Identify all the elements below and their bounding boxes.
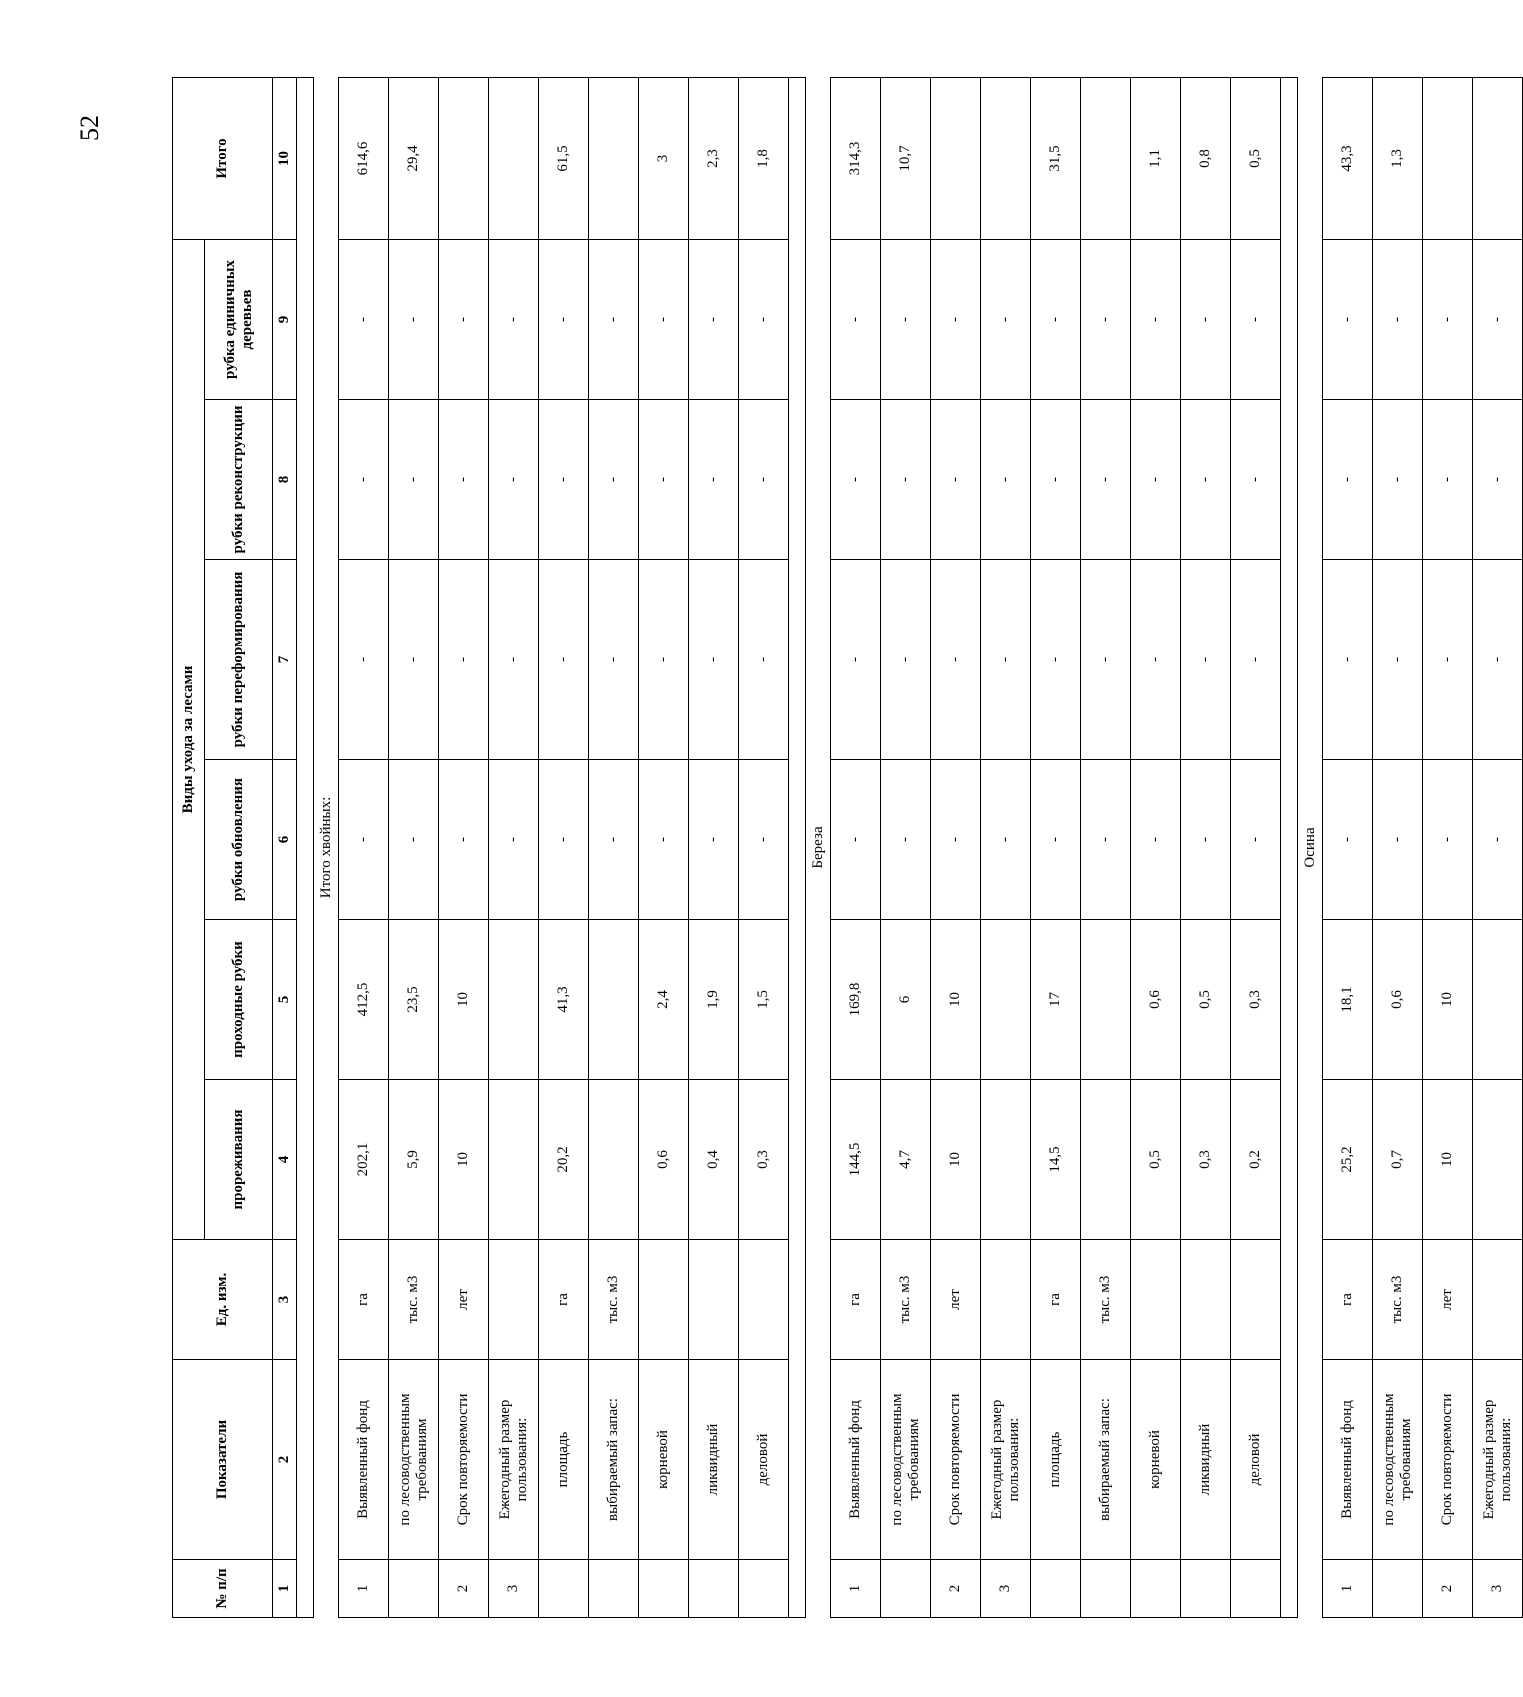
row-value: - — [1423, 239, 1473, 399]
row-value: - — [981, 239, 1031, 399]
row-total — [489, 77, 539, 239]
row-value: - — [1473, 560, 1523, 760]
row-value: - — [589, 400, 639, 560]
row-label: Срок повторяемости — [1423, 1360, 1473, 1560]
row-unit — [1231, 1240, 1281, 1360]
spacer-row — [297, 77, 314, 1617]
row-label: Срок повторяемости — [931, 1360, 981, 1560]
row-value: 10 — [439, 920, 489, 1080]
row-number — [1031, 1560, 1081, 1618]
page-number: 52 — [75, 115, 104, 141]
section-title: Береза — [806, 77, 831, 1617]
row-value: - — [1181, 760, 1231, 920]
row-value — [589, 1080, 639, 1240]
row-value: 25,2 — [1323, 1080, 1373, 1240]
table-row — [439, 77, 489, 1617]
section-title-row — [1298, 77, 1323, 1617]
row-value: 18,1 — [1323, 920, 1373, 1080]
row-value: - — [1181, 400, 1231, 560]
row-value: - — [489, 239, 539, 399]
table-row — [981, 77, 1031, 1617]
row-number — [1231, 1560, 1281, 1618]
spacer-cell — [297, 77, 314, 1617]
row-label: по лесоводственным требованиям — [881, 1360, 931, 1560]
row-value — [1081, 920, 1131, 1080]
row-label: по лесоводственным требованиям — [389, 1360, 439, 1560]
table-row — [1231, 77, 1281, 1617]
table-row — [689, 77, 739, 1617]
table-body — [297, 77, 1523, 1617]
row-value: - — [1373, 560, 1423, 760]
row-value: - — [439, 400, 489, 560]
table-row — [1323, 77, 1373, 1617]
row-label: Ежегодный размер пользования: — [1473, 1360, 1523, 1560]
row-total: 1,3 — [1373, 77, 1423, 239]
spacer-row — [789, 77, 806, 1617]
header-col-single-trees: рубка единичных деревьев — [205, 239, 273, 399]
row-total: 29,4 — [389, 77, 439, 239]
row-total — [439, 77, 489, 239]
row-value: 0,4 — [689, 1080, 739, 1240]
row-value: - — [1323, 400, 1373, 560]
header-col-reformation: рубки переформирования — [205, 560, 273, 760]
spacer-cell — [1281, 77, 1298, 1617]
row-value: - — [1031, 560, 1081, 760]
col-number: 4 — [273, 1080, 297, 1240]
row-value: - — [339, 760, 389, 920]
table-row — [639, 77, 689, 1617]
row-total — [1473, 77, 1523, 239]
row-total — [981, 77, 1031, 239]
row-value: - — [1373, 400, 1423, 560]
table-row — [489, 77, 539, 1617]
row-value: - — [439, 560, 489, 760]
row-value — [589, 920, 639, 1080]
header-num: № п/п — [173, 1560, 273, 1618]
table-row — [1031, 77, 1081, 1617]
row-value: - — [1181, 239, 1231, 399]
row-value — [1473, 1080, 1523, 1240]
row-total: 2,3 — [689, 77, 739, 239]
row-total: 10,7 — [881, 77, 931, 239]
table-row — [831, 77, 881, 1617]
row-value — [981, 920, 1031, 1080]
row-value: 20,2 — [539, 1080, 589, 1240]
row-value: - — [1081, 239, 1131, 399]
col-number: 9 — [273, 239, 297, 399]
row-label: корневой — [1131, 1360, 1181, 1560]
row-value: 2,4 — [639, 920, 689, 1080]
table-row — [589, 77, 639, 1617]
row-number: 1 — [1323, 1560, 1373, 1618]
row-value: - — [439, 760, 489, 920]
row-value: - — [1231, 239, 1281, 399]
row-value: - — [1131, 400, 1181, 560]
row-value: 0,3 — [1181, 1080, 1231, 1240]
row-value: - — [689, 760, 739, 920]
col-number: 1 — [273, 1560, 297, 1618]
row-value: 169,8 — [831, 920, 881, 1080]
row-value: 0,2 — [1231, 1080, 1281, 1240]
row-value: - — [489, 400, 539, 560]
row-value: - — [589, 760, 639, 920]
table-row — [1373, 77, 1423, 1617]
row-unit: га — [831, 1240, 881, 1360]
table-container — [172, 78, 1514, 1618]
row-value: 1,5 — [739, 920, 789, 1080]
row-value: - — [589, 239, 639, 399]
table-row — [339, 77, 389, 1617]
table-row — [1081, 77, 1131, 1617]
row-value: - — [1231, 760, 1281, 920]
header-col-passage: проходные рубки — [205, 920, 273, 1080]
section-title: Итого хвойных: — [314, 77, 339, 1617]
row-value: - — [1131, 560, 1181, 760]
row-unit — [1131, 1240, 1181, 1360]
row-value: - — [1181, 560, 1231, 760]
row-value: 6 — [881, 920, 931, 1080]
row-number: 2 — [439, 1560, 489, 1618]
table-row — [539, 77, 589, 1617]
row-unit: тыс. м3 — [1373, 1240, 1423, 1360]
row-value: - — [831, 760, 881, 920]
row-number — [881, 1560, 931, 1618]
row-value: - — [1231, 560, 1281, 760]
header-col-reconstruction: рубки реконструкции — [205, 400, 273, 560]
row-number — [539, 1560, 589, 1618]
row-value: - — [881, 760, 931, 920]
table-row — [881, 77, 931, 1617]
row-total — [931, 77, 981, 239]
row-total: 1,1 — [1131, 77, 1181, 239]
row-value: 17 — [1031, 920, 1081, 1080]
row-total: 0,5 — [1231, 77, 1281, 239]
row-value: - — [1373, 760, 1423, 920]
row-value: - — [931, 760, 981, 920]
row-number — [689, 1560, 739, 1618]
row-unit: га — [1323, 1240, 1373, 1360]
row-number: 3 — [1473, 1560, 1523, 1618]
row-unit: тыс. м3 — [881, 1240, 931, 1360]
row-value: - — [1131, 760, 1181, 920]
row-unit: га — [1031, 1240, 1081, 1360]
row-unit: га — [339, 1240, 389, 1360]
col-number: 7 — [273, 560, 297, 760]
row-value: - — [881, 239, 931, 399]
section-title-row — [806, 77, 831, 1617]
row-value: - — [881, 560, 931, 760]
row-value: 10 — [439, 1080, 489, 1240]
row-unit: га — [539, 1240, 589, 1360]
row-value: 10 — [1423, 920, 1473, 1080]
table-row — [1181, 77, 1231, 1617]
row-value: 10 — [931, 1080, 981, 1240]
row-total — [1423, 77, 1473, 239]
row-value: 0,6 — [1373, 920, 1423, 1080]
row-value: - — [1473, 760, 1523, 920]
row-value: 412,5 — [339, 920, 389, 1080]
row-total: 31,5 — [1031, 77, 1081, 239]
row-value: - — [1031, 760, 1081, 920]
spacer-cell — [789, 77, 806, 1617]
row-label: ликвидный — [689, 1360, 739, 1560]
header-col-thinning: прореживания — [205, 1080, 273, 1240]
row-value: - — [931, 400, 981, 560]
header-group: Виды ухода за лесами — [173, 239, 205, 1239]
row-value: - — [539, 560, 589, 760]
row-value: - — [1323, 560, 1373, 760]
row-value: 41,3 — [539, 920, 589, 1080]
forest-care-table — [172, 77, 1523, 1618]
row-total: 43,3 — [1323, 77, 1373, 239]
row-label: деловой — [739, 1360, 789, 1560]
row-number: 3 — [489, 1560, 539, 1618]
table-row — [739, 77, 789, 1617]
row-value: - — [539, 760, 589, 920]
row-value: - — [439, 239, 489, 399]
row-number: 3 — [981, 1560, 1031, 1618]
row-value: - — [1323, 239, 1373, 399]
row-number: 1 — [831, 1560, 881, 1618]
row-label: деловой — [1231, 1360, 1281, 1560]
row-value: - — [689, 400, 739, 560]
row-label: Выявленный фонд — [1323, 1360, 1373, 1560]
row-number: 1 — [339, 1560, 389, 1618]
row-label: Срок повторяемости — [439, 1360, 489, 1560]
row-value — [1081, 1080, 1131, 1240]
table-row — [389, 77, 439, 1617]
row-value: 0,7 — [1373, 1080, 1423, 1240]
row-value: - — [489, 760, 539, 920]
row-number: 2 — [931, 1560, 981, 1618]
row-value: - — [1131, 239, 1181, 399]
row-number — [1131, 1560, 1181, 1618]
table-header — [173, 77, 297, 1617]
col-number: 8 — [273, 400, 297, 560]
row-value: - — [1423, 760, 1473, 920]
row-value: - — [1031, 400, 1081, 560]
row-value: - — [689, 239, 739, 399]
row-unit: лет — [439, 1240, 489, 1360]
row-value: - — [539, 239, 589, 399]
row-label: Выявленный фонд — [831, 1360, 881, 1560]
col-number: 6 — [273, 760, 297, 920]
row-total: 314,3 — [831, 77, 881, 239]
row-label: по лесоводственным требованиям — [1373, 1360, 1423, 1560]
row-value: - — [831, 560, 881, 760]
row-unit — [689, 1240, 739, 1360]
row-label: корневой — [639, 1360, 689, 1560]
row-number — [739, 1560, 789, 1618]
row-total — [589, 77, 639, 239]
row-unit: тыс. м3 — [589, 1240, 639, 1360]
row-number — [1181, 1560, 1231, 1618]
row-label: выбираемый запас: — [589, 1360, 639, 1560]
row-value — [489, 920, 539, 1080]
row-unit: тыс. м3 — [1081, 1240, 1131, 1360]
table-row — [1131, 77, 1181, 1617]
row-value: - — [1081, 400, 1131, 560]
row-value — [981, 1080, 1031, 1240]
table-row — [1423, 77, 1473, 1617]
row-total: 614,6 — [339, 77, 389, 239]
col-number: 2 — [273, 1360, 297, 1560]
row-value: - — [1231, 400, 1281, 560]
row-label: Выявленный фонд — [339, 1360, 389, 1560]
row-number — [639, 1560, 689, 1618]
header-total: Итого — [173, 77, 273, 239]
row-value: - — [739, 760, 789, 920]
row-unit: тыс. м3 — [389, 1240, 439, 1360]
row-label: площадь — [1031, 1360, 1081, 1560]
row-value: - — [739, 560, 789, 760]
row-value: 0,3 — [739, 1080, 789, 1240]
row-value: 10 — [931, 920, 981, 1080]
row-unit — [1181, 1240, 1231, 1360]
section-title: Осина — [1298, 77, 1323, 1617]
row-value: 0,3 — [1231, 920, 1281, 1080]
row-value: - — [931, 560, 981, 760]
row-unit: лет — [1423, 1240, 1473, 1360]
row-label: площадь — [539, 1360, 589, 1560]
row-value: 23,5 — [389, 920, 439, 1080]
row-value: 5,9 — [389, 1080, 439, 1240]
row-value: - — [389, 239, 439, 399]
row-unit — [739, 1240, 789, 1360]
row-value: - — [981, 560, 1031, 760]
row-value: - — [639, 760, 689, 920]
row-value: - — [639, 560, 689, 760]
row-value: - — [489, 560, 539, 760]
row-number — [1081, 1560, 1131, 1618]
row-value: 0,5 — [1181, 920, 1231, 1080]
row-value: - — [389, 560, 439, 760]
row-value: - — [739, 239, 789, 399]
header-unit: Ед. изм. — [173, 1240, 273, 1360]
row-value — [1473, 920, 1523, 1080]
row-value: - — [1373, 239, 1423, 399]
col-number: 5 — [273, 920, 297, 1080]
table-row — [931, 77, 981, 1617]
row-unit — [1473, 1240, 1523, 1360]
col-number: 10 — [273, 77, 297, 239]
row-value: - — [689, 560, 739, 760]
row-value: - — [1323, 760, 1373, 920]
row-value: - — [931, 239, 981, 399]
column-number-row — [273, 77, 297, 1617]
row-value: 0,6 — [639, 1080, 689, 1240]
row-value: - — [339, 560, 389, 760]
row-value: - — [831, 400, 881, 560]
row-value: - — [639, 400, 689, 560]
row-total: 61,5 — [539, 77, 589, 239]
row-value: 10 — [1423, 1080, 1473, 1240]
row-label: Ежегодный размер пользования: — [489, 1360, 539, 1560]
row-value: - — [981, 760, 1031, 920]
row-label: ликвидный — [1181, 1360, 1231, 1560]
row-value: - — [589, 560, 639, 760]
header-indicator: Показатели — [173, 1360, 273, 1560]
row-value: 0,6 — [1131, 920, 1181, 1080]
row-unit — [981, 1240, 1031, 1360]
row-number — [389, 1560, 439, 1618]
spacer-row — [1281, 77, 1298, 1617]
row-value: - — [1423, 400, 1473, 560]
row-value — [489, 1080, 539, 1240]
rotated-table-wrapper — [172, 78, 1514, 1618]
row-value: 202,1 — [339, 1080, 389, 1240]
row-value: - — [1031, 239, 1081, 399]
row-unit — [489, 1240, 539, 1360]
row-total — [1081, 77, 1131, 239]
table-row — [1473, 77, 1523, 1617]
row-value: 144,5 — [831, 1080, 881, 1240]
row-value: - — [881, 400, 931, 560]
row-unit — [639, 1240, 689, 1360]
row-value: - — [389, 400, 439, 560]
row-value: - — [739, 400, 789, 560]
row-value: 1,9 — [689, 920, 739, 1080]
row-value: - — [339, 239, 389, 399]
row-value: - — [831, 239, 881, 399]
row-value: - — [1423, 560, 1473, 760]
row-value: - — [981, 400, 1031, 560]
row-total: 1,8 — [739, 77, 789, 239]
row-value: 4,7 — [881, 1080, 931, 1240]
row-value: - — [339, 400, 389, 560]
row-value: - — [1081, 560, 1131, 760]
row-value: 14,5 — [1031, 1080, 1081, 1240]
header-col-renewal: рубки обновления — [205, 760, 273, 920]
row-number: 2 — [1423, 1560, 1473, 1618]
row-label: Ежегодный размер пользования: — [981, 1360, 1031, 1560]
row-number — [1373, 1560, 1423, 1618]
row-value: - — [1473, 400, 1523, 560]
row-total: 0,8 — [1181, 77, 1231, 239]
row-number — [589, 1560, 639, 1618]
row-unit: лет — [931, 1240, 981, 1360]
section-title-row — [314, 77, 339, 1617]
col-number: 3 — [273, 1240, 297, 1360]
row-value: - — [639, 239, 689, 399]
row-label: выбираемый запас: — [1081, 1360, 1131, 1560]
row-value: - — [1081, 760, 1131, 920]
row-value: 0,5 — [1131, 1080, 1181, 1240]
row-total: 3 — [639, 77, 689, 239]
row-value: - — [1473, 239, 1523, 399]
row-value: - — [389, 760, 439, 920]
row-value: - — [539, 400, 589, 560]
